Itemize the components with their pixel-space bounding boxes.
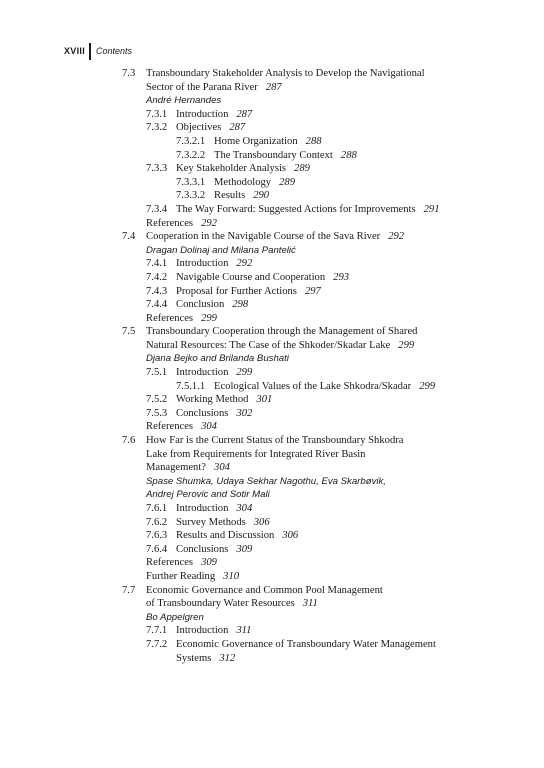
toc-entry-title: Working Method (176, 394, 249, 406)
toc-page-number: 297 (304, 285, 321, 297)
toc-entry-text (176, 271, 349, 285)
toc-entry-title: Conclusions (176, 543, 229, 555)
toc-entry-title: Natural Resources: The Case of the Shkoder/Skadar Lake (146, 339, 391, 351)
toc-entry (0, 203, 544, 217)
toc-entry-title: Transboundary Cooperation through the Management of Shared (146, 326, 418, 338)
toc-entry-number: 7.3 (122, 68, 136, 79)
toc-entry-number: 7.4.2 (146, 271, 168, 283)
toc-page-number: 287 (229, 122, 246, 134)
toc-page-number: 287 (236, 108, 253, 120)
toc-entry-number: 7.6.1 (146, 503, 168, 514)
toc-entry-title: Navigable Course and Cooperation (176, 271, 326, 283)
toc-author-line (0, 475, 544, 489)
toc-page-number: 304 (201, 421, 217, 433)
toc-entry-text (214, 135, 322, 149)
toc-entry-text (146, 556, 217, 570)
toc-entry-title: The Way Forward: Suggested Actions for Improvements (176, 203, 416, 215)
toc-entry (0, 380, 544, 394)
toc-entry-title: Introduction (176, 367, 229, 379)
toc-entry-text (176, 393, 272, 407)
toc-page-number: 291 (423, 203, 440, 215)
toc-entry (0, 624, 544, 638)
toc-entry-text (176, 624, 251, 638)
toc-page-number: 289 (279, 176, 295, 188)
toc-entry-number: 7.5.3 (146, 407, 168, 419)
toc-page-number: 302 (236, 407, 253, 419)
toc-entry-title: Management? (146, 462, 207, 474)
toc-page-number: 310 (223, 570, 240, 582)
toc-entry-title: References (146, 421, 194, 433)
toc-page-number: 311 (236, 625, 252, 637)
toc-entry (0, 176, 544, 190)
toc-entry-title: The Transboundary Context (214, 149, 333, 161)
toc-entry-number: 7.6.3 (146, 530, 168, 542)
toc-entry-title: Systems (176, 652, 212, 664)
toc-entry (0, 285, 544, 299)
toc-author-line (0, 244, 544, 258)
toc-entry-number: 7.4.3 (146, 285, 168, 297)
toc-entry-title: Economic Governance of Transboundary Water Management (176, 638, 436, 650)
toc-entry (0, 556, 544, 570)
toc-author-line (0, 94, 544, 108)
toc-entry-text (146, 217, 217, 231)
toc-entry-text (176, 298, 248, 312)
toc-entry-title: Methodology (214, 176, 272, 188)
toc-entry (0, 312, 544, 326)
toc-entry-title: References (146, 217, 194, 229)
toc-entry-number: 7.4 (122, 231, 136, 243)
toc-entry-number: 7.3.3.1 (176, 176, 206, 188)
toc-entry (0, 162, 544, 176)
running-header (64, 43, 132, 59)
toc-author-names: Andrej Perovic and Sotir Mali (146, 489, 270, 501)
toc-page-number: 288 (305, 135, 322, 147)
toc-entry-text (176, 502, 252, 516)
toc-entry-text (176, 652, 235, 666)
toc-entry-text (146, 611, 204, 625)
toc-page-number: 290 (253, 190, 270, 202)
toc-entry-text (176, 516, 270, 530)
toc-entry-text (214, 380, 435, 394)
toc-entry-number: 7.5.2 (146, 394, 168, 406)
toc-entry-text (176, 543, 252, 557)
toc-entry-text (146, 584, 383, 598)
toc-page-number: 299 (236, 367, 253, 379)
toc-entry-text (214, 176, 295, 190)
toc-entry-title: Objectives (176, 122, 222, 134)
toc-entry-title: Introduction (176, 258, 229, 270)
toc-entry-text (176, 257, 252, 271)
toc-entry-title: Transboundary Stakeholder Analysis to Develop the Navigational (146, 68, 425, 79)
toc-entry-text (146, 448, 365, 462)
toc-page-number: 312 (219, 652, 236, 664)
toc-entry (0, 121, 544, 135)
toc-entry (0, 434, 544, 448)
toc-entry (0, 597, 544, 611)
toc-author-line (0, 488, 544, 502)
toc-entry-text (146, 461, 230, 475)
toc-entry-title: How Far is the Current Status of the Transboundary Shkodra (146, 435, 404, 447)
toc-page-number: 304 (214, 462, 230, 474)
toc-author-names: André Hernandes (146, 95, 222, 107)
toc-entry-title: Cooperation in the Navigable Course of the Sava River (146, 231, 381, 243)
toc-entry-title: Home Organization (214, 135, 298, 147)
toc-entry-text (176, 638, 436, 652)
table-of-contents (0, 67, 544, 665)
toc-author-names: Djana Bejko and Brilanda Bushati (146, 353, 289, 365)
toc-entry-text (214, 189, 269, 203)
toc-entry (0, 584, 544, 598)
toc-entry-title: Introduction (176, 108, 229, 120)
toc-entry (0, 81, 544, 95)
toc-entry-text (176, 407, 252, 421)
toc-entry-text (146, 339, 414, 353)
toc-entry-title: Conclusion (176, 299, 225, 311)
toc-entry-text (146, 312, 217, 326)
toc-entry-title: References (146, 557, 194, 569)
toc-entry-title: Further Reading (146, 570, 216, 582)
toc-entry (0, 67, 544, 81)
toc-page-number: 301 (256, 394, 273, 406)
toc-entry-text (176, 285, 321, 299)
toc-entry (0, 461, 544, 475)
toc-entry-text (146, 244, 296, 258)
toc-entry-title: Ecological Values of the Lake Shkodra/Skadar (214, 380, 412, 392)
toc-entry (0, 407, 544, 421)
toc-entry-number: 7.3.4 (146, 203, 168, 215)
toc-entry-title: Proposal for Further Actions (176, 285, 297, 297)
toc-entry (0, 339, 544, 353)
toc-entry-title: Lake from Requirements for Integrated River Basin (146, 448, 366, 460)
toc-entry-text (146, 434, 403, 448)
toc-entry (0, 135, 544, 149)
toc-entry-text (146, 325, 417, 339)
toc-entry-text (176, 108, 252, 122)
toc-entry-number: 7.3.2 (146, 122, 168, 134)
toc-author-names: Dragan Dolinaj and Milana Pantelić (146, 244, 296, 256)
toc-page-number: 299 (398, 339, 415, 351)
toc-entry-text (214, 149, 357, 163)
toc-entry-text (176, 203, 440, 217)
toc-entry (0, 529, 544, 543)
toc-entry-text (146, 488, 270, 502)
toc-entry-title: Survey Methods (176, 516, 246, 528)
toc-entry-title: References (146, 312, 194, 324)
toc-entry-title: Key Stakeholder Analysis (176, 163, 287, 175)
toc-entry-title: Results (214, 190, 246, 202)
toc-entry-text (146, 81, 282, 95)
toc-entry-number: 7.7.2 (146, 638, 168, 650)
toc-entry-number: 7.3.3 (146, 163, 168, 175)
toc-entry-number: 7.3.2.1 (176, 135, 206, 147)
toc-entry (0, 448, 544, 462)
toc-entry (0, 325, 544, 339)
toc-entry-number: 7.3.3.2 (176, 190, 206, 202)
toc-entry-number: 7.5.1 (146, 367, 168, 379)
toc-entry (0, 298, 544, 312)
toc-entry-number: 7.5 (122, 326, 136, 338)
toc-entry (0, 189, 544, 203)
toc-page-number: 293 (333, 271, 350, 283)
toc-entry (0, 516, 544, 530)
toc-entry (0, 420, 544, 434)
toc-entry-title: Conclusions (176, 407, 229, 419)
toc-page-number: 309 (201, 557, 217, 569)
toc-entry-number: 7.6.4 (146, 543, 168, 555)
toc-entry-text (176, 366, 252, 380)
toc-entry-text (146, 570, 239, 584)
toc-entry-number: 7.6 (122, 435, 136, 447)
toc-entry-text (146, 230, 404, 244)
toc-entry-text (146, 94, 221, 108)
toc-author-line (0, 611, 544, 625)
toc-page-number: 311 (302, 598, 318, 610)
toc-entry (0, 366, 544, 380)
toc-entry-text (176, 162, 310, 176)
running-title: Contents (96, 46, 133, 56)
toc-entry (0, 393, 544, 407)
toc-author-names: Bo Appelgren (146, 611, 204, 623)
toc-page-number: 299 (201, 312, 217, 324)
toc-page-number: 299 (419, 380, 436, 392)
toc-page-number: 288 (340, 149, 357, 161)
toc-entry (0, 108, 544, 122)
toc-entry (0, 230, 544, 244)
toc-entry-title: Introduction (176, 625, 229, 637)
toc-page-number: 292 (388, 231, 405, 243)
page-number: XVIII (64, 46, 86, 56)
toc-page-number: 292 (201, 217, 217, 229)
toc-entry-title: Sector of the Parana River (146, 81, 258, 93)
toc-entry-number: 7.6.2 (146, 516, 168, 528)
toc-entry-number: 7.7 (122, 584, 136, 596)
toc-entry-number: 7.3.1 (146, 108, 168, 120)
toc-page-number: 298 (232, 299, 249, 311)
toc-entry-number: 7.7.1 (146, 625, 168, 637)
toc-entry-title: Introduction (176, 503, 229, 514)
toc-page-number: 287 (265, 81, 282, 93)
toc-entry-text (146, 352, 289, 366)
toc-entry (0, 570, 544, 584)
toc-page-number: 304 (236, 503, 253, 514)
toc-entry-title: of Transboundary Water Resources (146, 598, 295, 610)
toc-entry-text (146, 67, 425, 81)
toc-entry-title: Economic Governance and Common Pool Management (146, 584, 383, 596)
toc-entry-text (176, 121, 245, 135)
toc-entry-text (146, 420, 217, 434)
toc-page-number: 309 (236, 543, 253, 555)
toc-page-number: 292 (236, 258, 253, 270)
toc-entry-number: 7.4.1 (146, 258, 168, 270)
toc-author-names: Spase Shumka, Udaya Sekhar Nagothu, Eva Skarbøvik, (146, 475, 386, 487)
toc-entry (0, 271, 544, 285)
toc-entry (0, 638, 544, 652)
toc-entry (0, 502, 544, 516)
toc-entry (0, 257, 544, 271)
toc-author-line (0, 352, 544, 366)
toc-entry (0, 543, 544, 557)
toc-entry (0, 149, 544, 163)
toc-page-number: 289 (294, 163, 310, 175)
toc-page-number: 306 (282, 530, 299, 542)
toc-entry-number: 7.5.1.1 (176, 380, 206, 392)
toc-entry-title: Results and Discussion (176, 530, 275, 542)
toc-entry-number: 7.3.2.2 (176, 149, 206, 161)
toc-entry (0, 217, 544, 231)
toc-entry-text (146, 597, 318, 611)
toc-entry (0, 652, 544, 666)
toc-page-number: 306 (253, 516, 270, 528)
toc-entry-text (176, 529, 298, 543)
toc-entry-number: 7.4.4 (146, 299, 168, 311)
toc-entry-text (146, 475, 386, 489)
